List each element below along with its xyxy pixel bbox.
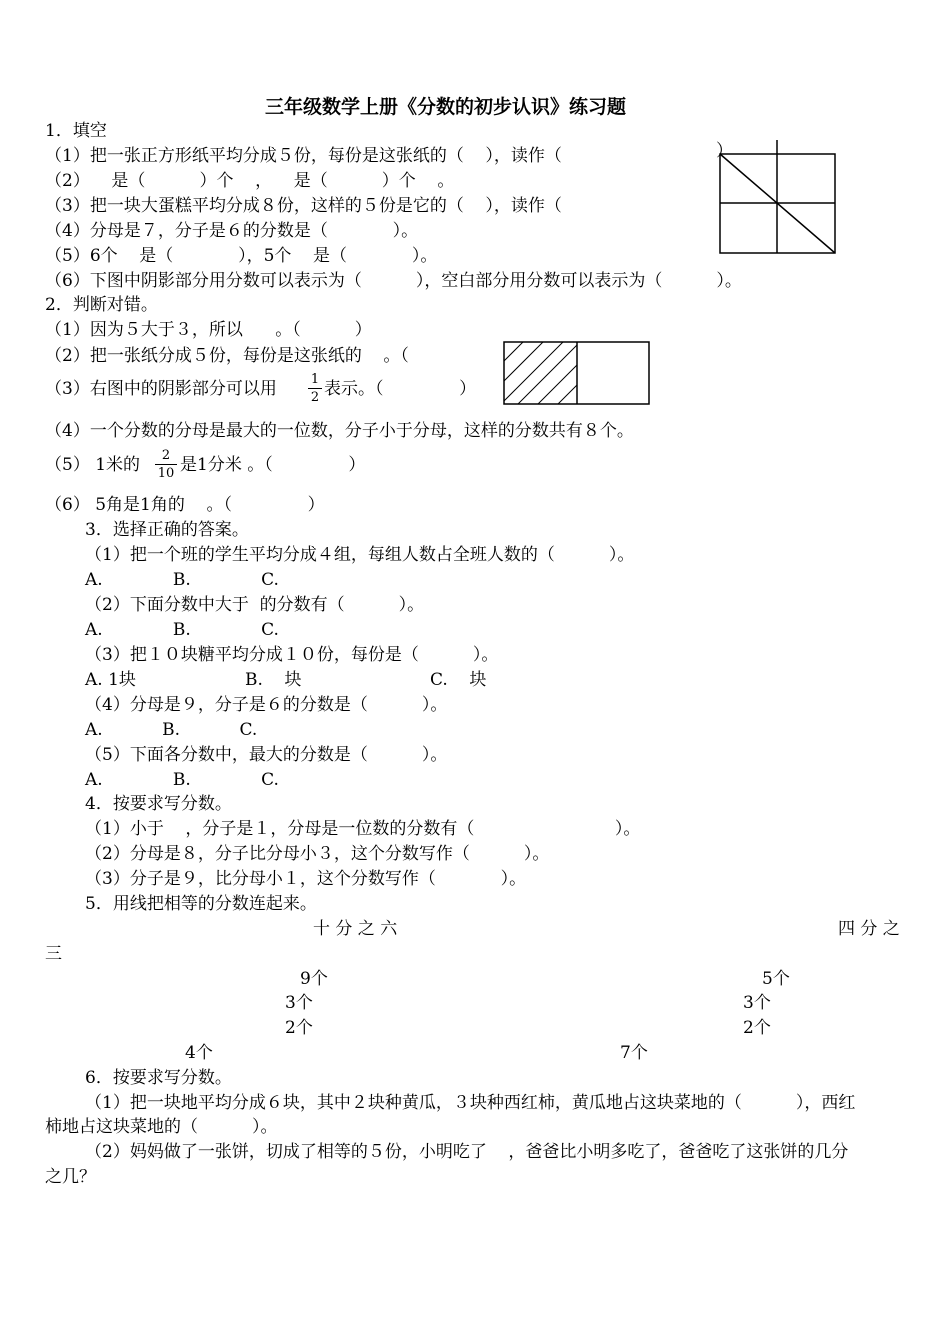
s2-question-5-start: （5） 1米的 <box>45 455 141 475</box>
s1-question-4: （4）分母是７，分子是６的分数是（ ）。 <box>45 221 419 241</box>
s1-question-2: （2） 是（ ）个 ， 是（ ）个 。 <box>45 171 455 191</box>
s4-question-1: （1）小于 ，分子是１，分母是一位数的分数有（ ）。 <box>85 819 641 839</box>
s6-question-1-line-2: 柿地占这块菜地的（ ）。 <box>45 1117 278 1137</box>
s1-question-5: （5）6个 是（ ），5个 是（ ）。 <box>45 246 438 266</box>
s1-question-1-tail: ） <box>716 141 733 161</box>
s3-question-4: （4）分母是９，分子是６的分数是（ ）。 <box>85 695 448 715</box>
s2-question-2: （2）把一张纸分成５份，每份是这张纸的 。（ <box>45 346 409 366</box>
fraction-two-tenths <box>155 448 177 481</box>
fraction-bar <box>155 464 177 465</box>
match-left-item-4: 4个 <box>185 1043 213 1063</box>
match-right-item-1: 5个 <box>762 969 790 989</box>
fraction-denominator: 2 <box>310 390 320 405</box>
s2-question-3-end: 表示。（ ） <box>324 379 477 399</box>
s2-question-5-end: 是1分米 。（ ） <box>180 455 366 475</box>
match-left-item-3: 2个 <box>285 1018 313 1038</box>
s3-question-3-option-b: B. 块 <box>245 670 302 690</box>
s4-question-2: （2）分母是８，分子比分母小３，这个分数写作（ ）。 <box>85 844 550 864</box>
s3-question-3: （3）把１０块糖平均分成１０份，每份是（ ）。 <box>85 645 499 665</box>
match-right-item-2: 3个 <box>743 993 771 1013</box>
match-right-top: 四 分 之 <box>838 919 900 939</box>
s3-question-5: （5）下面各分数中，最大的分数是（ ）。 <box>85 745 448 765</box>
s6-question-1-line-1: （1）把一块地平均分成６块，其中２块种黄瓜，３块种西红柿，黄瓜地占这块菜地的（ ），西红 <box>85 1093 856 1113</box>
match-right-item-3: 2个 <box>743 1018 771 1038</box>
s3-question-3-option-c: C. 块 <box>430 670 487 690</box>
section-2-heading: 2．判断对错。 <box>45 295 158 315</box>
s4-question-3: （3）分子是９，比分母小１，这个分数写作（ ）。 <box>85 869 527 889</box>
match-wrap-text: 三 <box>45 944 62 964</box>
fraction-numerator: 1 <box>310 372 320 387</box>
match-right-item-4: 7个 <box>620 1043 648 1063</box>
fraction-bar <box>308 388 322 389</box>
section-4-heading: 4．按要求写分数。 <box>85 794 232 814</box>
grid-diagonal-figure <box>719 140 837 255</box>
page-title: 三年级数学上册《分数的初步认识》练习题 <box>265 96 627 118</box>
s3-question-5-options: A. B. C. <box>85 770 279 790</box>
match-left-top: 十 分 之 六 <box>313 919 398 939</box>
match-left-item-2: 3个 <box>285 993 313 1013</box>
section-3-heading: 3．选择正确的答案。 <box>85 520 249 540</box>
fraction-denominator: 10 <box>157 466 175 481</box>
s1-question-1: （1）把一张正方形纸平均分成５份，每份是这张纸的（ ），读作（ <box>45 146 562 166</box>
s2-question-3-start: （3）右图中的阴影部分可以用 <box>45 379 277 399</box>
fraction-numerator: 2 <box>161 448 171 463</box>
section-1-heading: 1．填空 <box>45 121 107 141</box>
s1-question-6: （6）下图中阴影部分用分数可以表示为（ ），空白部分用分数可以表示为（ ）。 <box>45 271 742 291</box>
s3-question-2: （2）下面分数中大于 的分数有（ ）。 <box>85 595 425 615</box>
s2-question-1: （1）因为５大于３，所以 。（ ） <box>45 320 372 340</box>
s2-question-4: （4）一个分数的分母是最大的一位数，分子小于分母，这样的分数共有８个。 <box>45 421 634 441</box>
s3-question-1: （1）把一个班的学生平均分成４组，每组人数占全班人数的（ ）。 <box>85 545 635 565</box>
s3-question-2-options: A. B. C. <box>85 620 279 640</box>
section-6-heading: 6．按要求写分数。 <box>85 1068 232 1088</box>
shaded-rectangle-figure <box>503 341 651 407</box>
s2-question-6: （6） 5角是1角的 。（ ） <box>45 495 325 515</box>
s3-question-4-options: A. B. C. <box>85 720 258 740</box>
s1-question-3: （3）把一块大蛋糕平均分成８份，这样的５份是它的（ ），读作（ <box>45 196 562 216</box>
section-5-heading: 5．用线把相等的分数连起来。 <box>85 894 317 914</box>
s6-question-2-line-2: 之几？ <box>45 1167 96 1187</box>
s6-question-2-line-1: （2）妈妈做了一张饼，切成了相等的５份，小明吃了 ，爸爸比小明多吃了，爸爸吃了这张饼的几分 <box>85 1142 849 1162</box>
s3-question-1-options: A. B. C. <box>85 570 279 590</box>
fraction-one-half <box>308 372 322 405</box>
s3-question-3-option-a: A. 1块 <box>85 670 136 690</box>
match-left-item-1: 9个 <box>300 969 328 989</box>
